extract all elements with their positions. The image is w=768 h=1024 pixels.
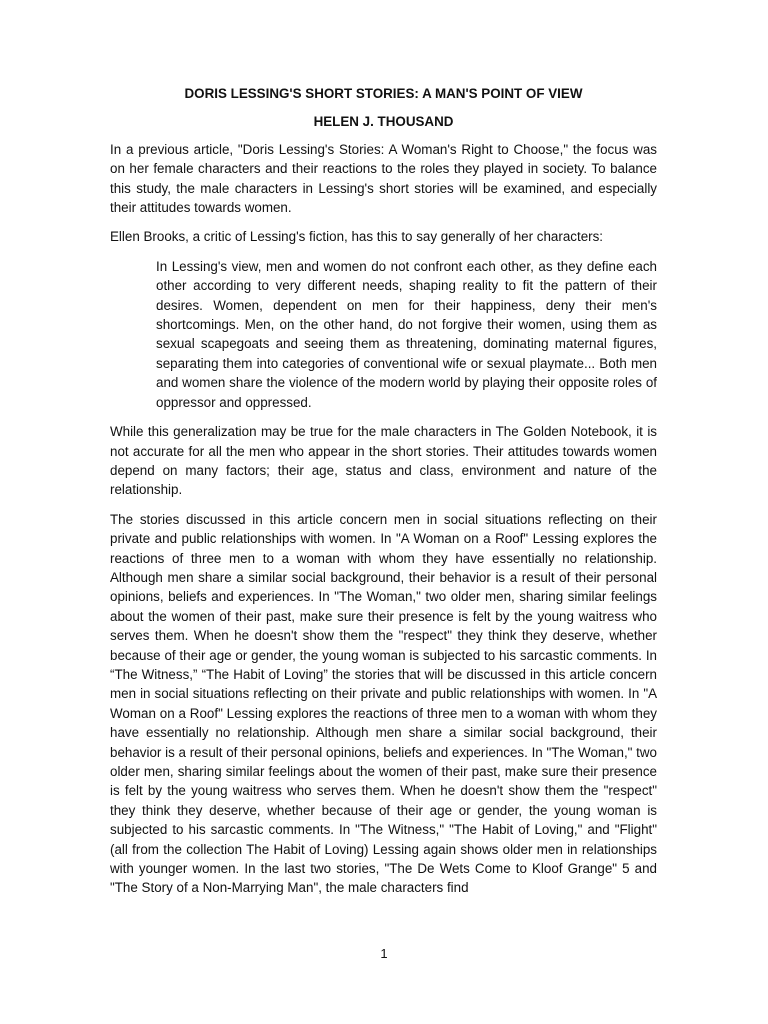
paragraph-critic-intro: Ellen Brooks, a critic of Lessing's fiction, has this to say generally of her characters: — [110, 229, 604, 245]
paragraph-stories-discussed: The stories discussed in this article concern men in social situations reflecting on their private and public relationships with women. In "A Woman on a Roof" Lessing explores the reactions of three men to a woman with whom they have essentially no relationship. Although men share a similar social background, their behavior is a result of their personal opinions, beliefs and experiences. In "The Woman," two older men, sharing similar feelings about the women of their past, make sure their presence is felt by the young waitress who serves them. When he doesn't show them the "respect" they think they deserve, whether because of their age or gender, the young woman is subjected to his sarcastic comments. In “The Witness,” “The Habit of Loving” the stories that will be discussed in this article concern men in social situations reflecting on their private and public relationships with women. In "A Woman on a Roof" Lessing explores the reactions of three men to a woman with whom they have essentially no relationship. Although men share a similar social background, their behavior is a result of their personal opinions, beliefs and experiences. In "The Woman," two older men, sharing similar feelings about the women of their past, make sure their presence is felt by the young waitress who serves them. When he doesn't show them the "respect" they think they deserve, whether because of their age or gender, the young woman is subjected to his sarcastic comments. In "The Witness," "The Habit of Loving," and "Flight" (all from the collection The Habit of Loving) Lessing again shows older men in relationships with younger women. In the last two stories, "The De Wets Come to Kloof Grange" 5 and "The Story of a Non-Marrying Man", the male characters find — [110, 511, 657, 896]
block-quote: In Lessing's view, men and women do not confront each other, as they define each other according to very different needs, shaping reality to fit the pattern of their desires. Women, dependent on men for their happiness, deny their men's shortcomings. Men, on the other hand, do not forgive their women, using them as sexual scapegoats and seeing them as threatening, dominating maternal figures, separating them into categories of conventional wife or sexual playmate... Both men and women share the violence of the modern world by playing their opposite roles of oppressor and oppressed. — [156, 258, 657, 410]
document-page — [110, 84, 657, 908]
paragraph-generalization: While this generalization may be true for the male characters in The Golden Notebook, it is not accurate for all the men who appear in the short stories. Their attitudes towards women depend on many factors; their age, status and class, environment and nature of the relationship. — [110, 424, 657, 498]
document-title: DORIS LESSING'S SHORT STORIES: A MAN'S POINT OF VIEW — [184, 86, 583, 101]
document-author: HELEN J. THOUSAND — [313, 114, 454, 130]
page-number: 1 — [380, 946, 388, 961]
paragraph-intro: In a previous article, "Doris Lessing's Stories: A Woman's Right to Choose," the focus was on her female characters and their reactions to the roles they played in society. To balance this study, the male characters in Lessing's short stories will be examined, and especially their attitudes towards women. — [110, 141, 657, 216]
